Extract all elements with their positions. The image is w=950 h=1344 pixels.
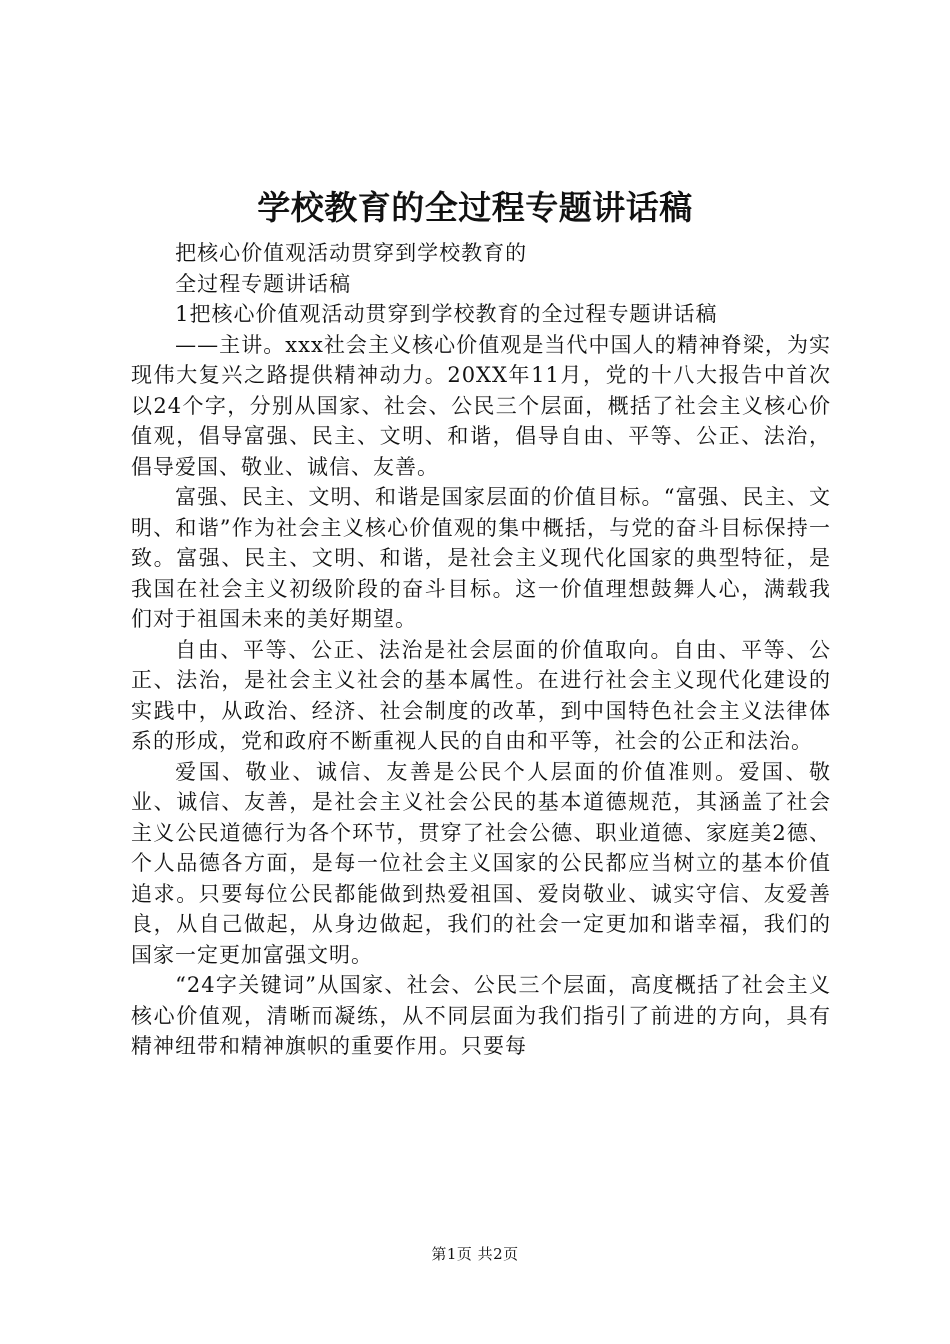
document-body: [131, 238, 831, 1062]
paragraph: 爱国、敬业、诚信、友善是公民个人层面的价值准则。爱国、敬业、诚信、友善，是社会主义社会公民的基本道德规范，其涵盖了社会主义公民道德行为各个环节，贯穿了社会公德、职业道德、家庭美2德、个人品德各方面，是每一位社会主义国家的公民都应当树立的基本价值追求。只要每位公民都能做到热爱祖国、爱岗敬业、诚实守信、友爱善良，从自己做起，从身边做起，我们的社会一定更加和谐幸福，我们的国家一定更加富强文明。: [131, 759, 831, 967]
subtitle-line-1: 把核心价值观活动贯穿到学校教育的: [175, 241, 528, 265]
subtitle-line-2: 全过程专题讲话稿: [175, 271, 352, 296]
heading-line: 1把核心价值观活动贯穿到学校教育的全过程专题讲话稿: [175, 302, 718, 326]
paragraph: 自由、平等、公正、法治是社会层面的价值取向。自由、平等、公正、法治，是社会主义社会的基本属性。在进行社会主义现代化建设的实践中，从政治、经济、社会制度的改革，到中国特色社会主义法律体系的形成，党和政府不断重视人民的自由和平等，社会的公正和法治。: [131, 637, 831, 753]
page-footer: 第1页 共2页: [431, 1245, 519, 1263]
paragraph: “24字关键词”从国家、社会、公民三个层面，高度概括了社会主义核心价值观，清晰而凝练，从不同层面为我们指引了前进的方向，具有精神纽带和精神旗帜的重要作用。只要每: [131, 973, 831, 1058]
document-title: 学校教育的全过程专题讲话稿: [257, 188, 693, 227]
paragraph: ——主讲。xxx社会主义核心价值观是当代中国人的精神脊梁，为实现伟大复兴之路提供精神动力。20XX年11月，党的十八大报告中首次以24个字，分别从国家、社会、公民三个层面，概括了社会主义核心价值观，倡导富强、民主、文明、和谐，倡导自由、平等、公正、法治，倡导爱国、敬业、诚信、友善。: [131, 332, 831, 479]
paragraph: 富强、民主、文明、和谐是国家层面的价值目标。“富强、民主、文明、和谐”作为社会主义核心价值观的集中概括，与党的奋斗目标保持一致。富强、民主、文明、和谐，是社会主义现代化国家的典型特征，是我国在社会主义初级阶段的奋斗目标。这一价值理想鼓舞人心，满载我们对于祖国未来的美好期望。: [131, 485, 831, 631]
